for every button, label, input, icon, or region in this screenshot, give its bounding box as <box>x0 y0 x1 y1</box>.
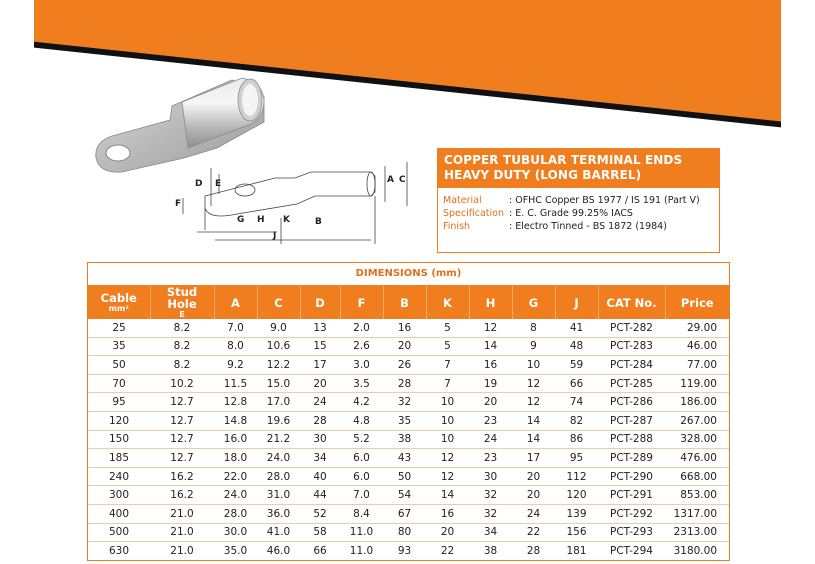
table-row <box>88 411 729 430</box>
cell-cat-no: PCT-290 <box>598 467 665 486</box>
cell-a: 22.0 <box>214 467 257 486</box>
cell-cable: 185 <box>88 449 150 468</box>
cell-k: 22 <box>426 542 469 560</box>
diagram-label-j: J <box>273 231 277 241</box>
cell-a: 16.0 <box>214 430 257 449</box>
cell-k: 7 <box>426 374 469 393</box>
cell-j: 139 <box>555 504 598 523</box>
cell-d: 28 <box>300 411 340 430</box>
cell-k: 5 <box>426 337 469 356</box>
table-row <box>88 523 729 542</box>
cell-b: 32 <box>383 393 426 412</box>
cell-d: 34 <box>300 449 340 468</box>
table-row <box>88 467 729 486</box>
cell-f: 3.5 <box>340 374 383 393</box>
diagram-label-g: G <box>237 215 245 225</box>
table-row <box>88 504 729 523</box>
cell-cable: 500 <box>88 523 150 542</box>
cell-stud-hole: 21.0 <box>150 504 214 523</box>
col-header-k: K <box>426 286 469 319</box>
cell-c: 21.2 <box>257 430 300 449</box>
dimension-diagram <box>175 158 415 250</box>
cell-price: 119.00 <box>665 374 729 393</box>
cell-k: 7 <box>426 356 469 375</box>
cell-cable: 95 <box>88 393 150 412</box>
cell-j: 48 <box>555 337 598 356</box>
cell-stud-hole: 8.2 <box>150 356 214 375</box>
cell-g: 17 <box>512 449 555 468</box>
col-header-stud-sub: E <box>179 310 185 319</box>
spec-value: : Electro Tinned - BS 1872 (1984) <box>509 221 667 232</box>
cell-f: 4.2 <box>340 393 383 412</box>
cell-stud-hole: 21.0 <box>150 542 214 560</box>
cell-f: 5.2 <box>340 430 383 449</box>
cell-f: 11.0 <box>340 523 383 542</box>
cell-g: 20 <box>512 486 555 505</box>
cell-d: 24 <box>300 393 340 412</box>
cell-cat-no: PCT-288 <box>598 430 665 449</box>
cell-h: 23 <box>469 411 512 430</box>
cell-h: 16 <box>469 356 512 375</box>
cell-k: 10 <box>426 393 469 412</box>
cell-h: 14 <box>469 337 512 356</box>
cell-cat-no: PCT-283 <box>598 337 665 356</box>
table-header-row <box>88 286 729 319</box>
cell-b: 16 <box>383 319 426 337</box>
cell-g: 14 <box>512 430 555 449</box>
cell-j: 74 <box>555 393 598 412</box>
cell-j: 156 <box>555 523 598 542</box>
cell-cable: 50 <box>88 356 150 375</box>
diagram-label-c: C <box>399 175 406 185</box>
cell-c: 24.0 <box>257 449 300 468</box>
cell-d: 20 <box>300 374 340 393</box>
cell-j: 41 <box>555 319 598 337</box>
spec-title-line1: COPPER TUBULAR TERMINAL ENDS <box>444 153 683 167</box>
cell-g: 12 <box>512 374 555 393</box>
cell-b: 50 <box>383 467 426 486</box>
cell-c: 36.0 <box>257 504 300 523</box>
cell-c: 17.0 <box>257 393 300 412</box>
cell-d: 52 <box>300 504 340 523</box>
cell-k: 12 <box>426 449 469 468</box>
cell-b: 28 <box>383 374 426 393</box>
cell-cat-no: PCT-294 <box>598 542 665 560</box>
cell-a: 18.0 <box>214 449 257 468</box>
cell-k: 10 <box>426 411 469 430</box>
table-row <box>88 393 729 412</box>
spec-label: Finish <box>443 221 471 232</box>
diagram-label-h: H <box>257 215 265 225</box>
table-row <box>88 449 729 468</box>
cell-a: 30.0 <box>214 523 257 542</box>
page-margin-right <box>781 0 815 564</box>
cell-stud-hole: 21.0 <box>150 523 214 542</box>
cell-d: 66 <box>300 542 340 560</box>
cell-d: 15 <box>300 337 340 356</box>
cell-cat-no: PCT-284 <box>598 356 665 375</box>
cell-h: 24 <box>469 430 512 449</box>
cell-stud-hole: 12.7 <box>150 430 214 449</box>
cell-price: 853.00 <box>665 486 729 505</box>
spec-value: : OFHC Copper BS 1977 / IS 191 (Part V) <box>509 195 700 206</box>
cell-h: 20 <box>469 393 512 412</box>
cell-cable: 150 <box>88 430 150 449</box>
cell-f: 6.0 <box>340 467 383 486</box>
spec-title-line2: HEAVY DUTY (LONG BARREL) <box>444 168 642 182</box>
cell-cable: 240 <box>88 467 150 486</box>
cell-f: 7.0 <box>340 486 383 505</box>
cell-h: 30 <box>469 467 512 486</box>
cell-cable: 300 <box>88 486 150 505</box>
spec-box <box>437 148 720 253</box>
diagram-label-e: E <box>215 179 222 189</box>
diagram-label-a: A <box>387 175 394 185</box>
diagram-label-k: K <box>283 215 290 225</box>
cell-h: 38 <box>469 542 512 560</box>
table-row <box>88 319 729 337</box>
cell-b: 93 <box>383 542 426 560</box>
cell-g: 22 <box>512 523 555 542</box>
cell-stud-hole: 16.2 <box>150 486 214 505</box>
cell-c: 12.2 <box>257 356 300 375</box>
table-body <box>88 319 729 560</box>
col-header-stud-hole <box>150 286 214 319</box>
cell-b: 26 <box>383 356 426 375</box>
col-header-c: C <box>257 286 300 319</box>
cell-a: 7.0 <box>214 319 257 337</box>
cell-price: 186.00 <box>665 393 729 412</box>
cell-a: 12.8 <box>214 393 257 412</box>
col-header-g: G <box>512 286 555 319</box>
cell-j: 181 <box>555 542 598 560</box>
cell-h: 19 <box>469 374 512 393</box>
cell-c: 19.6 <box>257 411 300 430</box>
col-header-a: A <box>214 286 257 319</box>
cell-d: 30 <box>300 430 340 449</box>
cell-j: 120 <box>555 486 598 505</box>
cell-f: 2.6 <box>340 337 383 356</box>
cell-b: 35 <box>383 411 426 430</box>
col-header-b: B <box>383 286 426 319</box>
col-header-price: Price <box>665 286 729 319</box>
cell-f: 11.0 <box>340 542 383 560</box>
cell-cat-no: PCT-291 <box>598 486 665 505</box>
cell-f: 6.0 <box>340 449 383 468</box>
cell-b: 54 <box>383 486 426 505</box>
cell-b: 38 <box>383 430 426 449</box>
cell-g: 9 <box>512 337 555 356</box>
spec-label: Specification <box>443 208 504 219</box>
cell-h: 23 <box>469 449 512 468</box>
cell-d: 17 <box>300 356 340 375</box>
spec-row-specification <box>443 207 719 220</box>
cell-d: 44 <box>300 486 340 505</box>
cell-stud-hole: 12.7 <box>150 393 214 412</box>
cell-c: 9.0 <box>257 319 300 337</box>
cell-j: 86 <box>555 430 598 449</box>
col-header-cable-label: Cable <box>100 291 137 305</box>
table-caption: DIMENSIONS (mm) <box>88 263 729 286</box>
col-header-f: F <box>340 286 383 319</box>
col-header-h: H <box>469 286 512 319</box>
spec-rows <box>438 188 719 233</box>
cell-price: 267.00 <box>665 411 729 430</box>
cell-price: 476.00 <box>665 449 729 468</box>
col-header-cable-unit: mm² <box>108 304 129 313</box>
cell-cable: 25 <box>88 319 150 337</box>
col-header-j: J <box>555 286 598 319</box>
cell-a: 11.5 <box>214 374 257 393</box>
cell-cable: 630 <box>88 542 150 560</box>
cell-g: 20 <box>512 467 555 486</box>
diagram-label-d: D <box>195 179 203 189</box>
cell-c: 28.0 <box>257 467 300 486</box>
cell-k: 16 <box>426 504 469 523</box>
spec-row-material <box>443 194 719 207</box>
cell-g: 24 <box>512 504 555 523</box>
diagram-label-f: F <box>175 199 182 209</box>
cell-c: 41.0 <box>257 523 300 542</box>
cell-h: 32 <box>469 486 512 505</box>
cell-g: 12 <box>512 393 555 412</box>
cell-k: 5 <box>426 319 469 337</box>
cell-price: 328.00 <box>665 430 729 449</box>
cell-c: 15.0 <box>257 374 300 393</box>
cell-b: 67 <box>383 504 426 523</box>
cell-stud-hole: 8.2 <box>150 337 214 356</box>
cell-a: 24.0 <box>214 486 257 505</box>
cell-b: 20 <box>383 337 426 356</box>
cell-d: 13 <box>300 319 340 337</box>
cell-j: 95 <box>555 449 598 468</box>
dimensions-table <box>87 262 730 561</box>
table-row <box>88 356 729 375</box>
diagram-label-b: B <box>315 217 322 227</box>
cell-stud-hole: 12.7 <box>150 449 214 468</box>
table-row <box>88 542 729 560</box>
cell-k: 12 <box>426 467 469 486</box>
cell-d: 58 <box>300 523 340 542</box>
col-header-stud-label: Stud Hole <box>166 285 198 311</box>
table-row <box>88 374 729 393</box>
spec-row-finish <box>443 220 719 233</box>
cell-cat-no: PCT-292 <box>598 504 665 523</box>
cell-f: 4.8 <box>340 411 383 430</box>
cell-cat-no: PCT-282 <box>598 319 665 337</box>
table-row <box>88 486 729 505</box>
cell-cat-no: PCT-289 <box>598 449 665 468</box>
col-header-d: D <box>300 286 340 319</box>
cell-h: 34 <box>469 523 512 542</box>
cell-c: 46.0 <box>257 542 300 560</box>
cell-b: 80 <box>383 523 426 542</box>
cell-price: 3180.00 <box>665 542 729 560</box>
cell-c: 31.0 <box>257 486 300 505</box>
cell-j: 112 <box>555 467 598 486</box>
cell-c: 10.6 <box>257 337 300 356</box>
cell-stud-hole: 12.7 <box>150 411 214 430</box>
spec-value: : E. C. Grade 99.25% IACS <box>509 208 633 219</box>
cell-g: 28 <box>512 542 555 560</box>
cell-a: 9.2 <box>214 356 257 375</box>
cell-cable: 35 <box>88 337 150 356</box>
cell-g: 8 <box>512 319 555 337</box>
cell-h: 32 <box>469 504 512 523</box>
cell-k: 10 <box>426 430 469 449</box>
spec-label: Material <box>443 195 482 206</box>
cell-h: 12 <box>469 319 512 337</box>
cell-j: 66 <box>555 374 598 393</box>
cell-price: 46.00 <box>665 337 729 356</box>
cell-stud-hole: 8.2 <box>150 319 214 337</box>
cell-a: 14.8 <box>214 411 257 430</box>
cell-a: 35.0 <box>214 542 257 560</box>
cell-price: 29.00 <box>665 319 729 337</box>
spec-title <box>438 149 719 188</box>
cell-g: 10 <box>512 356 555 375</box>
cell-cable: 70 <box>88 374 150 393</box>
cell-price: 2313.00 <box>665 523 729 542</box>
cell-j: 59 <box>555 356 598 375</box>
cell-price: 668.00 <box>665 467 729 486</box>
cell-cable: 120 <box>88 411 150 430</box>
cell-price: 77.00 <box>665 356 729 375</box>
cell-cat-no: PCT-287 <box>598 411 665 430</box>
cell-k: 20 <box>426 523 469 542</box>
cell-f: 8.4 <box>340 504 383 523</box>
table-row <box>88 337 729 356</box>
cell-b: 43 <box>383 449 426 468</box>
cell-j: 82 <box>555 411 598 430</box>
cell-k: 14 <box>426 486 469 505</box>
cell-price: 1317.00 <box>665 504 729 523</box>
table-row <box>88 430 729 449</box>
cell-a: 8.0 <box>214 337 257 356</box>
col-header-cat-no: CAT No. <box>598 286 665 319</box>
cell-stud-hole: 10.2 <box>150 374 214 393</box>
cell-cat-no: PCT-293 <box>598 523 665 542</box>
cell-stud-hole: 16.2 <box>150 467 214 486</box>
cell-d: 40 <box>300 467 340 486</box>
cell-cat-no: PCT-286 <box>598 393 665 412</box>
col-header-cable <box>88 286 150 319</box>
page-margin-left <box>0 0 34 564</box>
cell-f: 3.0 <box>340 356 383 375</box>
cell-g: 14 <box>512 411 555 430</box>
cell-cat-no: PCT-285 <box>598 374 665 393</box>
cell-a: 28.0 <box>214 504 257 523</box>
cell-f: 2.0 <box>340 319 383 337</box>
cell-cable: 400 <box>88 504 150 523</box>
